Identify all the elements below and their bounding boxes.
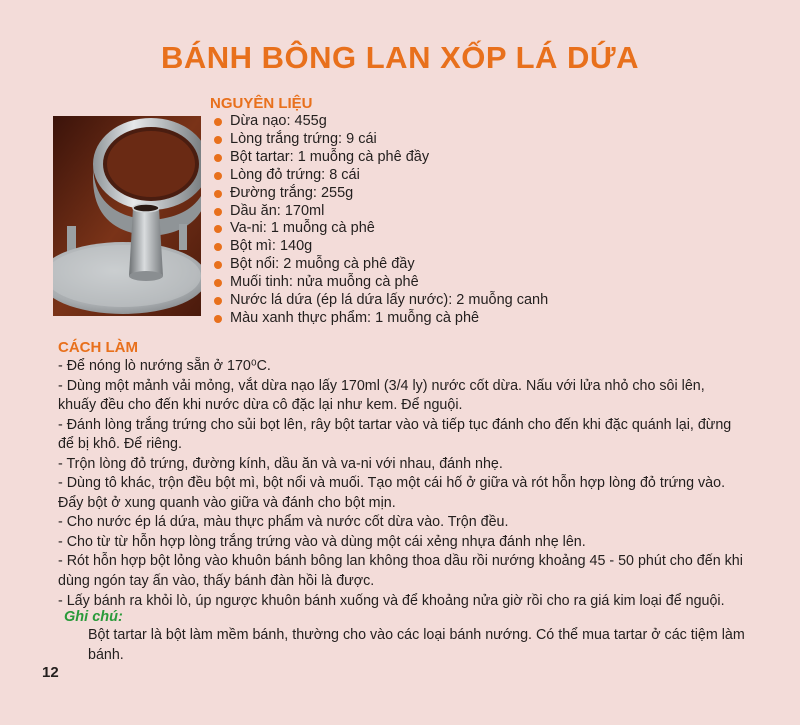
ingredient-item: Nước lá dứa (ép lá dứa lấy nước): 2 muỗng canh bbox=[212, 292, 548, 310]
method-step: - Đánh lòng trắng trứng cho sủi bọt lên, rây bột tartar vào và tiếp tục đánh cho đến khi đặc quánh lại, đừng để bị khô. Để riêng. bbox=[58, 416, 732, 453]
ingredient-item: Màu xanh thực phẩm: 1 muỗng cà phê bbox=[212, 310, 548, 328]
cake-pan-illustration bbox=[53, 116, 201, 316]
method-step: - Dùng một mảnh vải mỏng, vắt dừa nạo lấy 170ml (3/4 ly) nước cốt dừa. Nấu với lửa nhỏ cho sôi lên, khuấy đều cho đến khi nước dừa cô đặc lại như kem. Để nguội. bbox=[58, 377, 705, 414]
ingredient-item: Dừa nạo: 455g bbox=[212, 113, 548, 131]
page-number: 12 bbox=[42, 664, 59, 681]
method-heading: CÁCH LÀM bbox=[58, 339, 138, 356]
method-steps bbox=[58, 357, 744, 611]
ingredient-item: Dầu ăn: 170ml bbox=[212, 203, 548, 221]
ingredient-item: Lòng đỏ trứng: 8 cái bbox=[212, 167, 548, 185]
recipe-title: BÁNH BÔNG LAN XỐP LÁ DỨA bbox=[160, 40, 640, 75]
method-step: - Để nóng lò nướng sẵn ở 170⁰C. bbox=[58, 358, 271, 374]
ingredient-item: Muối tinh: nửa muỗng cà phê bbox=[212, 274, 548, 292]
method-step: - Trộn lòng đỏ trứng, đường kính, dầu ăn và va-ni với nhau, đánh nhẹ. bbox=[58, 455, 503, 472]
ingredient-item: Bột tartar: 1 muỗng cà phê đầy bbox=[212, 149, 548, 167]
note-label: Ghi chú: bbox=[64, 609, 123, 625]
ingredient-item: Bột mì: 140g bbox=[212, 238, 548, 256]
note-text: Bột tartar là bột làm mềm bánh, thường cho vào các loại bánh nướng. Có thể mua tartar ở các tiệm làm bánh. bbox=[88, 627, 745, 663]
method-step: - Cho nước ép lá dứa, màu thực phẩm và nước cốt dừa vào. Trộn đều. bbox=[58, 514, 509, 531]
ingredient-item: Đường trắng: 255g bbox=[212, 185, 548, 203]
method-step: - Lấy bánh ra khỏi lò, úp ngược khuôn bánh xuống và để khoảng nửa giờ rồi cho ra giá kim loại để nguội. bbox=[58, 592, 725, 609]
ingredients-list bbox=[212, 113, 548, 328]
cake-pan-photo bbox=[53, 116, 201, 316]
method-step: - Dùng tô khác, trộn đều bột mì, bột nổi và muối. Tạo một cái hố ở giữa và rót hỗn hợp lòng đỏ trứng vào. Đẩy bột ở xung quanh vào giữa và đánh cho bột mịn. bbox=[58, 475, 726, 511]
ingredients-heading: NGUYÊN LIỆU bbox=[210, 95, 313, 112]
method-step: - Cho từ từ hỗn hợp lòng trắng trứng vào và dùng một cái xẻng nhựa đánh nhẹ lên. bbox=[58, 533, 586, 550]
method-step: - Rót hỗn hợp bột lỏng vào khuôn bánh bông lan không thoa dầu rồi nướng khoảng 45 - 50 phút cho đến khi dùng ngón tay ấn vào, thấy bánh đàn hồi là được. bbox=[58, 553, 743, 590]
ingredient-item: Lòng trắng trứng: 9 cái bbox=[212, 131, 548, 149]
ingredient-item: Va-ni: 1 muỗng cà phê bbox=[212, 220, 548, 238]
ingredient-item: Bột nổi: 2 muỗng cà phê đầy bbox=[212, 256, 548, 274]
